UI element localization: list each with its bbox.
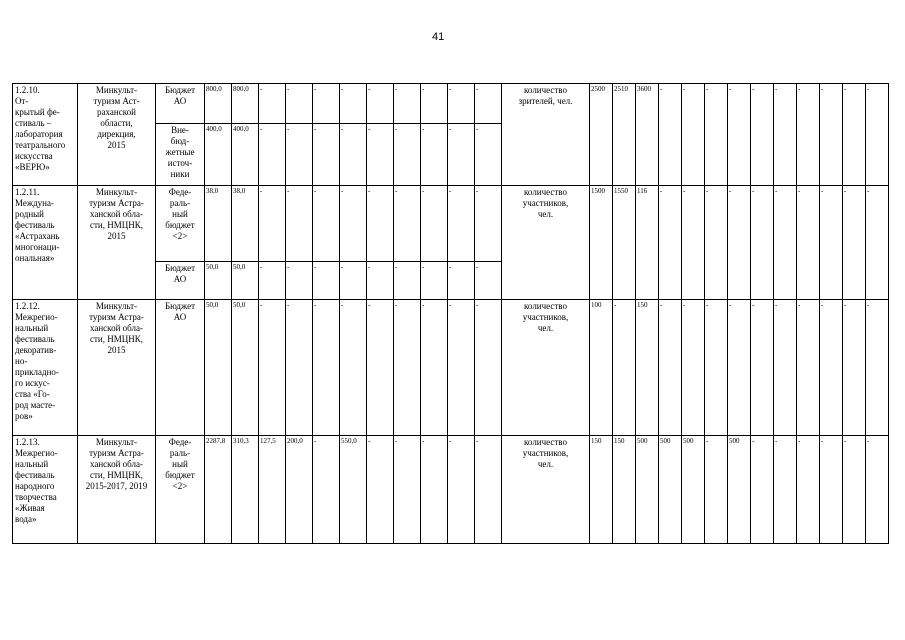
funding-value-cell-text: - xyxy=(287,125,290,133)
item-code-cell-text: 1.2.10. xyxy=(15,85,40,95)
funding-value-cell xyxy=(367,262,394,300)
target-value-cell xyxy=(705,300,728,436)
funding-value-cell-text: - xyxy=(341,85,344,93)
funding-value-cell-text: 800,0 xyxy=(233,85,249,93)
target-value-cell-text: 116 xyxy=(637,187,648,195)
funding-value-cell xyxy=(232,436,259,544)
target-value-cell xyxy=(820,436,843,544)
executor-cell xyxy=(78,186,156,300)
funding-value-cell-text: - xyxy=(395,85,398,93)
funding-value-cell xyxy=(340,436,367,544)
target-value-cell xyxy=(590,84,613,186)
funding-value-cell xyxy=(448,436,475,544)
funding-value-cell-text: 550,0 xyxy=(341,437,357,445)
target-value-cell xyxy=(590,436,613,544)
target-value-cell xyxy=(843,84,866,186)
funding-value-cell xyxy=(421,186,448,262)
funding-value-cell-text: - xyxy=(476,263,479,271)
target-value-cell-text: - xyxy=(683,187,686,195)
target-value-cell-text: - xyxy=(729,187,732,195)
funding-value-cell-text: - xyxy=(422,301,425,309)
target-value-cell xyxy=(682,436,705,544)
target-value-cell xyxy=(659,436,682,544)
funding-source-cell-text: Феде- раль- ный бюджет <2> xyxy=(165,437,195,491)
funding-value-cell-text: - xyxy=(368,187,371,195)
program-table xyxy=(12,83,889,544)
target-value-cell xyxy=(751,436,774,544)
funding-value-cell xyxy=(232,124,259,186)
funding-value-cell-text: 400,0 xyxy=(233,125,249,133)
funding-source-cell xyxy=(156,186,205,262)
funding-value-cell-text: - xyxy=(476,187,479,195)
funding-source-cell-text: Бюджет АО xyxy=(164,263,196,284)
target-value-cell xyxy=(751,186,774,300)
funding-source-cell xyxy=(156,262,205,300)
funding-value-cell xyxy=(340,124,367,186)
target-value-cell xyxy=(613,300,636,436)
target-value-cell xyxy=(843,300,866,436)
funding-value-cell-text: - xyxy=(314,301,317,309)
table-row xyxy=(13,84,889,124)
target-value-cell-text: - xyxy=(798,437,801,445)
funding-source-cell-text: Феде- раль- ный бюджет <2> xyxy=(165,187,195,241)
target-value-cell xyxy=(705,84,728,186)
item-code-cell xyxy=(13,84,78,186)
funding-value-cell-text: - xyxy=(395,437,398,445)
target-value-cell xyxy=(843,436,866,544)
funding-value-cell xyxy=(475,262,502,300)
target-value-cell-text: - xyxy=(614,301,617,309)
funding-value-cell xyxy=(394,436,421,544)
funding-value-cell-text: - xyxy=(287,85,290,93)
funding-value-cell xyxy=(340,262,367,300)
funding-value-cell xyxy=(367,124,394,186)
funding-value-cell-text: 50,0 xyxy=(206,301,219,309)
funding-value-cell-text: - xyxy=(476,85,479,93)
funding-value-cell xyxy=(259,300,286,436)
funding-value-cell-text: - xyxy=(476,125,479,133)
funding-value-cell xyxy=(313,124,340,186)
target-value-cell-text: 100 xyxy=(591,301,602,309)
indicator-cell-text: количество участников, чел. xyxy=(522,301,569,333)
target-value-cell xyxy=(751,84,774,186)
funding-value-cell xyxy=(205,186,232,262)
funding-value-cell-text: - xyxy=(314,85,317,93)
funding-value-cell xyxy=(259,186,286,262)
item-code-cell xyxy=(13,300,78,436)
target-value-cell-text: - xyxy=(775,187,778,195)
target-value-cell-text: - xyxy=(821,187,824,195)
funding-value-cell xyxy=(394,84,421,124)
target-value-cell xyxy=(866,84,889,186)
target-value-cell-text: - xyxy=(844,301,847,309)
target-value-cell xyxy=(820,300,843,436)
funding-value-cell-text: - xyxy=(287,301,290,309)
funding-value-cell xyxy=(205,300,232,436)
target-value-cell-text: - xyxy=(706,301,709,309)
funding-value-cell xyxy=(313,300,340,436)
funding-value-cell-text: - xyxy=(260,187,263,195)
funding-value-cell xyxy=(232,300,259,436)
target-value-cell xyxy=(682,84,705,186)
event-name: Межрегио- нальный фестиваль декоратив- но- прикладно- го искус- ства «Го- род масте- ров» xyxy=(15,312,59,421)
target-value-cell xyxy=(613,186,636,300)
funding-value-cell xyxy=(367,436,394,544)
target-value-cell-text: - xyxy=(775,301,778,309)
funding-value-cell xyxy=(286,262,313,300)
funding-value-cell-text: - xyxy=(395,187,398,195)
funding-value-cell xyxy=(448,124,475,186)
target-value-cell xyxy=(636,436,659,544)
table-row xyxy=(13,300,889,436)
funding-value-cell xyxy=(286,84,313,124)
target-value-cell-text: - xyxy=(660,187,663,195)
funding-value-cell xyxy=(421,124,448,186)
funding-value-cell xyxy=(475,124,502,186)
funding-value-cell xyxy=(205,124,232,186)
funding-value-cell-text: - xyxy=(314,187,317,195)
target-value-cell-text: - xyxy=(798,85,801,93)
funding-value-cell xyxy=(340,84,367,124)
target-value-cell-text: 1500 xyxy=(591,187,605,195)
target-value-cell-text: - xyxy=(867,187,870,195)
funding-value-cell xyxy=(367,186,394,262)
funding-value-cell xyxy=(313,84,340,124)
funding-value-cell-text: - xyxy=(368,125,371,133)
funding-source-cell xyxy=(156,124,205,186)
executor-cell xyxy=(78,436,156,544)
target-value-cell xyxy=(797,186,820,300)
executor-cell-text: Минкульт- туризм Астра- ханской обла- сти, НМЦНК, 2015 xyxy=(89,187,144,241)
funding-value-cell-text: 127,5 xyxy=(260,437,276,445)
target-value-cell-text: - xyxy=(775,85,778,93)
target-value-cell xyxy=(659,84,682,186)
funding-value-cell-text: - xyxy=(314,437,317,445)
funding-value-cell-text: - xyxy=(260,125,263,133)
funding-value-cell xyxy=(475,436,502,544)
target-value-cell-text: - xyxy=(821,301,824,309)
target-value-cell xyxy=(728,300,751,436)
target-value-cell-text: - xyxy=(844,85,847,93)
event-name: От- крытый фе- стиваль – лаборатория театрального искусства «ВЕРЮ» xyxy=(15,96,66,172)
funding-value-cell xyxy=(367,84,394,124)
target-value-cell-text: - xyxy=(683,301,686,309)
target-value-cell-text: - xyxy=(821,437,824,445)
funding-value-cell-text: - xyxy=(395,301,398,309)
funding-value-cell xyxy=(475,84,502,124)
target-value-cell-text: 500 xyxy=(683,437,694,445)
funding-value-cell xyxy=(286,186,313,262)
target-value-cell xyxy=(843,186,866,300)
indicator-cell xyxy=(502,186,590,300)
target-value-cell-text: - xyxy=(752,187,755,195)
funding-value-cell xyxy=(259,436,286,544)
funding-value-cell-text: - xyxy=(287,263,290,271)
funding-value-cell-text: - xyxy=(287,187,290,195)
target-value-cell-text: - xyxy=(775,437,778,445)
target-value-cell xyxy=(705,436,728,544)
target-value-cell-text: - xyxy=(729,85,732,93)
indicator-cell-text: количество зрителей, чел. xyxy=(518,85,573,106)
funding-value-cell xyxy=(421,84,448,124)
funding-value-cell-text: - xyxy=(422,187,425,195)
funding-value-cell xyxy=(448,84,475,124)
target-value-cell-text: 2510 xyxy=(614,85,628,93)
funding-value-cell xyxy=(448,300,475,436)
target-value-cell xyxy=(797,300,820,436)
target-value-cell xyxy=(659,300,682,436)
target-value-cell xyxy=(590,186,613,300)
funding-value-cell-text: 800,0 xyxy=(206,85,222,93)
target-value-cell-text: 500 xyxy=(729,437,740,445)
funding-value-cell-text: - xyxy=(476,437,479,445)
funding-source-cell-text: Вне- бюд- жетные источ- ники xyxy=(165,125,195,179)
funding-value-cell-text: - xyxy=(449,301,452,309)
funding-value-cell xyxy=(340,300,367,436)
indicator-cell xyxy=(502,436,590,544)
target-value-cell xyxy=(866,300,889,436)
funding-value-cell xyxy=(340,186,367,262)
event-name: Междуна- родный фестиваль «Астрахань многонаци- ональная» xyxy=(15,198,60,263)
funding-value-cell-text: - xyxy=(341,301,344,309)
target-value-cell xyxy=(774,84,797,186)
event-name: Межрегио- нальный фестиваль народного творчества «Живая вода» xyxy=(15,448,58,524)
funding-value-cell xyxy=(448,262,475,300)
funding-value-cell xyxy=(286,300,313,436)
indicator-cell xyxy=(502,84,590,186)
target-value-cell-text: - xyxy=(683,85,686,93)
funding-value-cell-text: - xyxy=(341,125,344,133)
target-value-cell xyxy=(590,300,613,436)
target-value-cell xyxy=(728,186,751,300)
target-value-cell-text: 150 xyxy=(591,437,602,445)
funding-value-cell-text: - xyxy=(449,85,452,93)
funding-value-cell xyxy=(232,84,259,124)
funding-value-cell-text: 200,0 xyxy=(287,437,303,445)
funding-value-cell xyxy=(259,124,286,186)
funding-value-cell-text: - xyxy=(449,263,452,271)
target-value-cell-text: - xyxy=(867,301,870,309)
executor-cell-text: Минкульт- туризм Астра- ханской обла- сти, НМЦНК, 2015-2017, 2019 xyxy=(85,437,148,491)
target-value-cell xyxy=(705,186,728,300)
funding-value-cell-text: - xyxy=(260,85,263,93)
funding-value-cell xyxy=(205,262,232,300)
funding-value-cell xyxy=(286,436,313,544)
funding-value-cell-text: 38,0 xyxy=(206,187,219,195)
funding-value-cell-text: - xyxy=(422,85,425,93)
indicator-cell xyxy=(502,300,590,436)
funding-value-cell-text: 38,0 xyxy=(233,187,246,195)
target-value-cell-text: - xyxy=(706,85,709,93)
funding-value-cell xyxy=(394,262,421,300)
table-row xyxy=(13,186,889,262)
funding-value-cell-text: - xyxy=(260,301,263,309)
target-value-cell xyxy=(820,186,843,300)
funding-value-cell-text: - xyxy=(422,125,425,133)
executor-cell xyxy=(78,84,156,186)
funding-value-cell xyxy=(232,186,259,262)
funding-value-cell-text: - xyxy=(395,125,398,133)
funding-value-cell-text: 50,0 xyxy=(233,263,246,271)
page-number: 41 xyxy=(432,31,445,43)
funding-value-cell-text: 310,3 xyxy=(233,437,249,445)
item-code-cell-text: 1.2.11. xyxy=(15,187,40,197)
target-value-cell-text: - xyxy=(752,85,755,93)
funding-value-cell-text: 400,0 xyxy=(206,125,222,133)
target-value-cell-text: - xyxy=(729,301,732,309)
target-value-cell xyxy=(613,84,636,186)
target-value-cell-text: - xyxy=(798,301,801,309)
executor-cell xyxy=(78,300,156,436)
funding-value-cell-text: - xyxy=(368,263,371,271)
item-code-cell-text: 1.2.13. xyxy=(15,437,40,447)
target-value-cell-text: 500 xyxy=(660,437,671,445)
target-value-cell-text: - xyxy=(844,437,847,445)
funding-value-cell-text: - xyxy=(260,263,263,271)
funding-value-cell-text: - xyxy=(449,125,452,133)
executor-cell-text: Минкульт- туризм Аст- раханской области, дирекция, 2015 xyxy=(93,85,140,150)
funding-value-cell xyxy=(205,84,232,124)
funding-value-cell xyxy=(394,186,421,262)
funding-source-cell xyxy=(156,436,205,544)
target-value-cell xyxy=(866,186,889,300)
funding-value-cell xyxy=(286,124,313,186)
funding-value-cell xyxy=(259,84,286,124)
funding-value-cell-text: 2287,8 xyxy=(206,437,226,445)
funding-value-cell xyxy=(205,436,232,544)
target-value-cell-text: 1550 xyxy=(614,187,628,195)
funding-value-cell xyxy=(421,300,448,436)
target-value-cell-text: 2500 xyxy=(591,85,605,93)
target-value-cell-text: 150 xyxy=(637,301,648,309)
funding-value-cell xyxy=(394,124,421,186)
target-value-cell-text: 500 xyxy=(637,437,648,445)
funding-value-cell xyxy=(232,262,259,300)
target-value-cell-text: 3600 xyxy=(637,85,651,93)
funding-source-cell xyxy=(156,300,205,436)
funding-value-cell xyxy=(259,262,286,300)
target-value-cell xyxy=(820,84,843,186)
target-value-cell xyxy=(613,436,636,544)
target-value-cell xyxy=(728,436,751,544)
funding-value-cell-text: - xyxy=(422,437,425,445)
target-value-cell-text: - xyxy=(706,187,709,195)
target-value-cell xyxy=(797,84,820,186)
funding-value-cell-text: - xyxy=(422,263,425,271)
target-value-cell-text: 150 xyxy=(614,437,625,445)
funding-source-cell-text: Бюджет АО xyxy=(164,85,196,106)
target-value-cell-text: - xyxy=(660,301,663,309)
target-value-cell-text: - xyxy=(821,85,824,93)
item-code-cell-text: 1.2.12. xyxy=(15,301,40,311)
funding-source-cell xyxy=(156,84,205,124)
funding-value-cell-text: - xyxy=(449,437,452,445)
target-value-cell-text: - xyxy=(844,187,847,195)
target-value-cell xyxy=(728,84,751,186)
target-value-cell-text: - xyxy=(752,301,755,309)
target-value-cell xyxy=(682,186,705,300)
table-row xyxy=(13,436,889,544)
target-value-cell-text: - xyxy=(867,437,870,445)
funding-value-cell xyxy=(394,300,421,436)
target-value-cell xyxy=(659,186,682,300)
item-code-cell xyxy=(13,186,78,300)
funding-value-cell xyxy=(313,186,340,262)
target-value-cell xyxy=(636,186,659,300)
target-value-cell xyxy=(866,436,889,544)
funding-value-cell xyxy=(421,262,448,300)
target-value-cell-text: - xyxy=(706,437,709,445)
target-value-cell-text: - xyxy=(660,85,663,93)
funding-value-cell xyxy=(367,300,394,436)
target-value-cell xyxy=(774,300,797,436)
funding-value-cell xyxy=(448,186,475,262)
target-value-cell xyxy=(751,300,774,436)
target-value-cell xyxy=(774,436,797,544)
funding-value-cell-text: - xyxy=(314,263,317,271)
target-value-cell-text: - xyxy=(752,437,755,445)
funding-value-cell-text: - xyxy=(368,437,371,445)
funding-value-cell-text: - xyxy=(368,301,371,309)
executor-cell-text: Минкульт- туризм Астра- ханской обла- сти, НМЦНК, 2015 xyxy=(89,301,144,355)
funding-source-cell-text: Бюджет АО xyxy=(164,301,196,322)
funding-value-cell xyxy=(475,300,502,436)
funding-value-cell-text: 50,0 xyxy=(233,301,246,309)
target-value-cell-text: - xyxy=(867,85,870,93)
target-value-cell xyxy=(797,436,820,544)
item-code-cell xyxy=(13,436,78,544)
funding-value-cell xyxy=(475,186,502,262)
funding-value-cell-text: - xyxy=(314,125,317,133)
funding-value-cell-text: - xyxy=(368,85,371,93)
indicator-cell-text: количество участников, чел. xyxy=(522,187,569,219)
funding-value-cell xyxy=(313,262,340,300)
funding-value-cell xyxy=(313,436,340,544)
target-value-cell-text: - xyxy=(798,187,801,195)
funding-value-cell-text: - xyxy=(341,263,344,271)
funding-value-cell xyxy=(421,436,448,544)
target-value-cell xyxy=(774,186,797,300)
funding-value-cell-text: - xyxy=(449,187,452,195)
funding-value-cell-text: - xyxy=(341,187,344,195)
funding-value-cell-text: - xyxy=(395,263,398,271)
target-value-cell xyxy=(636,300,659,436)
target-value-cell xyxy=(636,84,659,186)
indicator-cell-text: количество участников, чел. xyxy=(522,437,569,469)
funding-value-cell-text: 50,0 xyxy=(206,263,219,271)
funding-value-cell-text: - xyxy=(476,301,479,309)
target-value-cell xyxy=(682,300,705,436)
